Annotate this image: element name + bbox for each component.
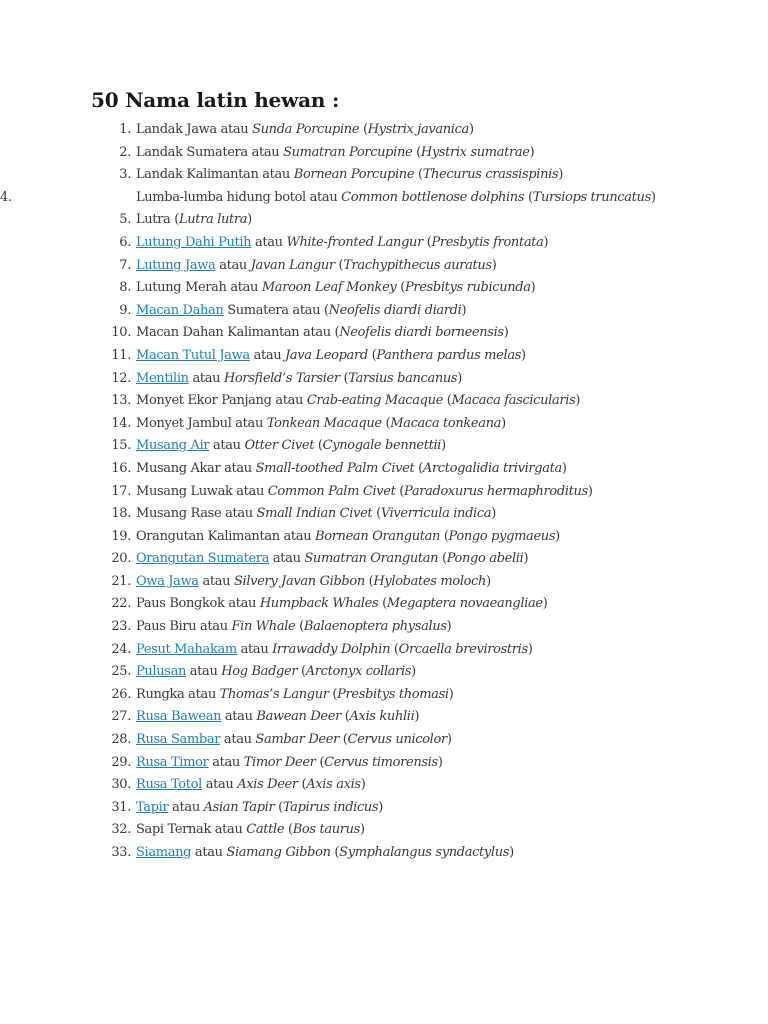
close-paren: )	[486, 573, 491, 589]
english-name: Bawean Deer	[256, 709, 341, 725]
open-paren: (	[170, 212, 179, 228]
local-name: Musang Rase atau	[136, 506, 257, 522]
latin-name: Symphalangus syndactylus	[339, 845, 510, 860]
close-paren: )	[530, 280, 536, 296]
local-name: Lutung Merah atau	[136, 280, 262, 296]
list-item	[0, 187, 678, 210]
list-item	[0, 322, 678, 345]
open-paren: (	[381, 415, 391, 431]
list-item	[0, 639, 678, 662]
list-item	[0, 797, 678, 820]
list-item	[0, 345, 678, 368]
animal-link[interactable]: Rusa Bawean	[136, 709, 222, 725]
list-item	[0, 684, 678, 707]
list-item	[0, 526, 678, 549]
list-item	[0, 503, 678, 526]
close-paren: )	[378, 799, 383, 815]
list-number: 4.	[0, 189, 12, 205]
latin-name: Presbytis frontata	[431, 234, 544, 250]
local-name: atau	[220, 732, 256, 748]
open-paren: (	[328, 686, 338, 702]
list-number: 25.	[111, 664, 131, 680]
english-name: White-fronted Langur	[286, 234, 423, 250]
local-name: Landak Kalimantan atau	[136, 167, 294, 183]
latin-name: Axis axis	[306, 777, 361, 793]
english-name: Java Leopard	[285, 347, 368, 363]
english-name: Irrawaddy Dolphin	[272, 641, 391, 657]
list-item	[0, 413, 678, 436]
list-item	[0, 435, 678, 458]
open-paren: (	[438, 551, 447, 567]
open-paren: (	[330, 845, 340, 860]
latin-name: Megaptera novaeangliae	[386, 596, 543, 612]
open-paren: (	[390, 641, 399, 657]
list-number: 6.	[119, 234, 131, 250]
latin-name: Arctonyx collaris	[305, 664, 412, 680]
local-name: atau	[201, 777, 238, 793]
close-paren: )	[491, 506, 496, 522]
list-number: 14.	[111, 415, 131, 431]
latin-name: Bos taurus	[292, 822, 360, 838]
close-paren: )	[414, 709, 420, 725]
english-name: Axis Deer	[237, 777, 298, 793]
english-name: Sumatran Orangutan	[304, 551, 439, 567]
list-number: 33.	[111, 845, 131, 860]
list-item	[0, 458, 678, 481]
list-number: 29.	[111, 754, 131, 770]
english-name: Otter Civet	[244, 438, 315, 454]
list-item	[0, 481, 678, 504]
english-name: Sumatran Porcupine	[283, 144, 413, 160]
english-name: Small Indian Civet	[256, 506, 373, 522]
list-number: 3.	[119, 167, 131, 183]
latin-name: Thecurus crassispinis	[422, 167, 559, 183]
english-name: Timor Deer	[243, 754, 316, 770]
open-paren: (	[338, 732, 348, 748]
english-name: Thomas’s Langur	[219, 686, 329, 702]
local-name: Musang Akar atau	[136, 460, 256, 476]
list-number: 15.	[111, 438, 131, 454]
list-item	[0, 661, 678, 684]
latin-name: Tapirus indicus	[282, 799, 379, 815]
english-name: Sunda Porcupine	[252, 122, 360, 137]
local-name: atau	[269, 551, 305, 567]
list-number: 28.	[111, 732, 131, 748]
animal-link[interactable]: Rusa Sambar	[136, 732, 221, 748]
english-name: Humpback Whales	[259, 596, 379, 612]
open-paren: (	[284, 822, 293, 838]
latin-name: Macaca tonkeana	[390, 415, 502, 431]
latin-name: Axis kuhlii	[349, 709, 415, 725]
latin-name: Arctogalidia trivirgata	[422, 460, 562, 476]
english-name: Tonkean Macaque	[266, 415, 382, 431]
latin-name: Hystrix sumatrae	[420, 144, 530, 160]
local-name: Macan Dahan Kalimantan atau	[136, 325, 331, 341]
list-item	[0, 300, 678, 323]
close-paren: )	[575, 393, 581, 409]
latin-name: Presbitys thomasi	[337, 686, 449, 702]
latin-name: Neofelis diardi borneensis	[339, 325, 504, 341]
local-name: Orangutan Kalimantan atau	[136, 528, 316, 544]
list-number: 23.	[111, 619, 131, 635]
english-name: Horsfield’s Tarsier	[223, 370, 340, 386]
open-paren: (	[414, 460, 423, 476]
list-number: 7.	[119, 257, 131, 273]
open-paren: (	[297, 664, 306, 680]
latin-name: Cervus timorensis	[324, 754, 438, 770]
close-paren: )	[527, 641, 533, 657]
list-number: 10.	[111, 325, 131, 341]
list-number: 30.	[111, 777, 131, 793]
list-item	[0, 729, 678, 752]
open-paren: (	[412, 144, 421, 160]
list-item	[0, 752, 678, 775]
latin-name: Pongo abelii	[446, 551, 524, 567]
close-paren: )	[650, 189, 656, 205]
animal-link[interactable]: Siamang	[136, 845, 192, 860]
close-paren: )	[446, 732, 452, 748]
latin-name: Cynogale bennettii	[322, 438, 442, 454]
latin-name: Tarsius bancanus	[348, 370, 458, 386]
open-paren: (	[297, 777, 307, 793]
list-number: 2.	[119, 144, 131, 160]
close-paren: )	[411, 664, 416, 680]
latin-name: Orcaella brevirostris	[398, 641, 528, 657]
latin-name: Pongo pygmaeus	[448, 528, 556, 544]
english-name: Maroon Leaf Monkey	[261, 280, 397, 296]
list-item	[0, 616, 678, 639]
close-paren: )	[448, 686, 454, 702]
english-name: Bornean Orangutan	[315, 528, 441, 544]
open-paren: (	[314, 438, 323, 454]
english-name: Asian Tapir	[203, 799, 275, 815]
list-item	[0, 774, 678, 797]
open-paren: (	[339, 370, 349, 386]
close-paren: )	[587, 483, 593, 499]
close-paren: )	[491, 257, 497, 273]
latin-name: Macaca fascicularis	[451, 393, 576, 409]
list-item	[0, 119, 678, 142]
close-paren: )	[558, 167, 563, 183]
latin-name: Paradoxurus hermaphroditus	[404, 483, 588, 499]
local-name: Landak Sumatera atau	[136, 144, 284, 160]
close-paren: )	[359, 822, 365, 838]
close-paren: )	[360, 777, 366, 793]
list-number: 24.	[111, 641, 131, 657]
english-name: Hog Badger	[221, 664, 298, 680]
local-name: Lutra	[136, 212, 171, 228]
open-paren: (	[442, 393, 452, 409]
list-number: 21.	[111, 573, 131, 589]
latin-name: Hystrix javanica	[367, 122, 469, 137]
list-number: 13.	[111, 393, 131, 409]
animal-link[interactable]: Pesut Mahakam	[136, 641, 237, 657]
open-paren: (	[334, 257, 344, 273]
list-number: 18.	[111, 506, 131, 522]
local-name: atau	[209, 438, 245, 454]
latin-name: Cervus unicolor	[347, 732, 447, 748]
latin-name: Neofelis diardi diardi	[328, 302, 462, 318]
local-name: atau	[188, 370, 224, 386]
list-item	[0, 232, 678, 255]
close-paren: )	[529, 144, 535, 160]
animal-link[interactable]: Orangutan Sumatera	[136, 551, 270, 567]
local-name: atau	[198, 573, 234, 589]
local-name: atau	[208, 754, 244, 770]
latin-name: Trachypithecus auratus	[343, 257, 492, 273]
close-paren: )	[555, 528, 560, 544]
open-paren: (	[440, 528, 449, 544]
english-name: Common Palm Civet	[267, 483, 396, 499]
open-paren: (	[395, 483, 404, 499]
list-item	[0, 819, 678, 842]
close-paren: )	[521, 347, 526, 363]
local-name: atau	[168, 799, 204, 815]
list-number: 22.	[111, 596, 131, 612]
latin-name: Balaenoptera physalus	[303, 619, 447, 635]
list-item	[0, 142, 678, 165]
list-item	[0, 390, 678, 413]
english-name: Crab-eating Macaque	[306, 393, 443, 409]
english-name: Fin Whale	[231, 619, 296, 635]
local-name: atau	[251, 234, 287, 250]
open-paren: (	[372, 506, 381, 522]
close-paren: )	[542, 596, 548, 612]
local-name: atau	[249, 347, 286, 363]
local-name: atau	[186, 664, 222, 680]
close-paren: )	[543, 234, 549, 250]
open-paren: (	[422, 234, 432, 250]
list-number: 32.	[111, 822, 131, 838]
close-paren: )	[457, 370, 462, 386]
local-name: atau	[221, 709, 257, 725]
list-number: 31.	[111, 799, 131, 815]
animal-link[interactable]: Lutung Dahi Putih	[136, 234, 252, 250]
latin-name: Lutra lutra	[178, 212, 248, 228]
open-paren: (	[295, 619, 304, 635]
list-number: 19.	[111, 528, 131, 544]
local-name: Musang Luwak atau	[136, 483, 268, 499]
open-paren: (	[359, 122, 368, 137]
local-name: Landak Jawa atau	[136, 122, 253, 137]
list-item	[0, 255, 678, 278]
open-paren: (	[340, 709, 350, 725]
close-paren: )	[461, 302, 467, 318]
english-name: Sambar Deer	[255, 732, 339, 748]
local-name: atau	[236, 641, 273, 657]
latin-name: Hylobates moloch	[373, 573, 487, 589]
list-number: 20.	[111, 551, 131, 567]
open-paren: (	[414, 167, 423, 183]
list-number: 8.	[119, 280, 131, 296]
english-name: Small-toothed Palm Civet	[255, 460, 415, 476]
page-title: 50 Nama latin hewan :	[91, 88, 340, 112]
open-paren: (	[367, 347, 377, 363]
open-paren: (	[396, 280, 405, 296]
animal-link[interactable]: Lutung Jawa	[136, 257, 216, 273]
list-number: 17.	[111, 483, 131, 499]
local-name: Paus Biru atau	[136, 619, 232, 635]
list-number: 27.	[111, 709, 131, 725]
list-item	[0, 593, 678, 616]
open-paren: (	[364, 573, 374, 589]
close-paren: )	[501, 415, 506, 431]
latin-name: Presbitys rubicunda	[404, 280, 531, 296]
english-name: Siamang Gibbon	[226, 845, 331, 860]
close-paren: )	[523, 551, 529, 567]
animal-link[interactable]: Musang Air	[136, 438, 210, 454]
local-name: Sumatera atau	[223, 302, 321, 318]
list-item	[0, 209, 678, 232]
local-name: Rungka atau	[136, 686, 220, 702]
list-number: 5.	[119, 212, 131, 228]
open-paren: (	[320, 302, 329, 318]
list-number: 12.	[111, 370, 131, 386]
close-paren: )	[509, 845, 514, 860]
animal-link[interactable]: Rusa Timor	[136, 754, 209, 770]
animal-link[interactable]: Owa Jawa	[136, 573, 199, 589]
open-paren: (	[524, 189, 533, 205]
list-item	[0, 571, 678, 594]
animal-link[interactable]: Tapir	[136, 799, 169, 815]
local-name: Lumba-lumba hidung botol atau	[136, 189, 342, 205]
animal-link[interactable]: Macan Tutul Jawa	[136, 347, 250, 363]
list-item	[0, 164, 678, 187]
animal-link[interactable]: Rusa Totol	[136, 777, 202, 793]
local-name: Monyet Jambul atau	[136, 415, 267, 431]
list-number: 11.	[111, 347, 131, 363]
local-name: atau	[191, 845, 227, 860]
english-name: Common bottlenose dolphins	[341, 189, 525, 205]
local-name: Sapi Ternak atau	[136, 822, 247, 838]
english-name: Silvery Javan Gibbon	[233, 573, 365, 589]
list-item	[0, 706, 678, 729]
list-item	[0, 548, 678, 571]
latin-name: Panthera pardus melas	[376, 347, 522, 363]
close-paren: )	[446, 619, 452, 635]
open-paren: (	[274, 799, 283, 815]
local-name: atau	[215, 257, 251, 273]
english-name: Cattle	[246, 822, 285, 838]
list-number: 9.	[119, 302, 131, 318]
english-name: Bornean Porcupine	[293, 167, 415, 183]
list-number: 16.	[111, 460, 131, 476]
animal-list	[0, 119, 768, 865]
animal-link[interactable]: Macan Dahan	[136, 302, 224, 318]
animal-link[interactable]: Mentilin	[136, 370, 189, 386]
close-paren: )	[561, 460, 567, 476]
list-item	[0, 277, 678, 300]
close-paren: )	[441, 438, 446, 454]
list-item	[0, 842, 678, 865]
close-paren: )	[247, 212, 252, 228]
local-name: Paus Bongkok atau	[136, 596, 260, 612]
list-number: 26.	[111, 686, 131, 702]
open-paren: (	[330, 325, 340, 341]
latin-name: Tursiops truncatus	[532, 189, 651, 205]
animal-link[interactable]: Pulusan	[136, 664, 186, 680]
latin-name: Viverricula indica	[380, 506, 492, 522]
open-paren: (	[315, 754, 325, 770]
close-paren: )	[468, 122, 474, 137]
list-item	[0, 368, 678, 391]
local-name: Monyet Ekor Panjang atau	[136, 393, 307, 409]
close-paren: )	[503, 325, 509, 341]
close-paren: )	[437, 754, 443, 770]
open-paren: (	[378, 596, 387, 612]
list-number: 1.	[119, 122, 131, 137]
english-name: Javan Langur	[250, 257, 335, 273]
